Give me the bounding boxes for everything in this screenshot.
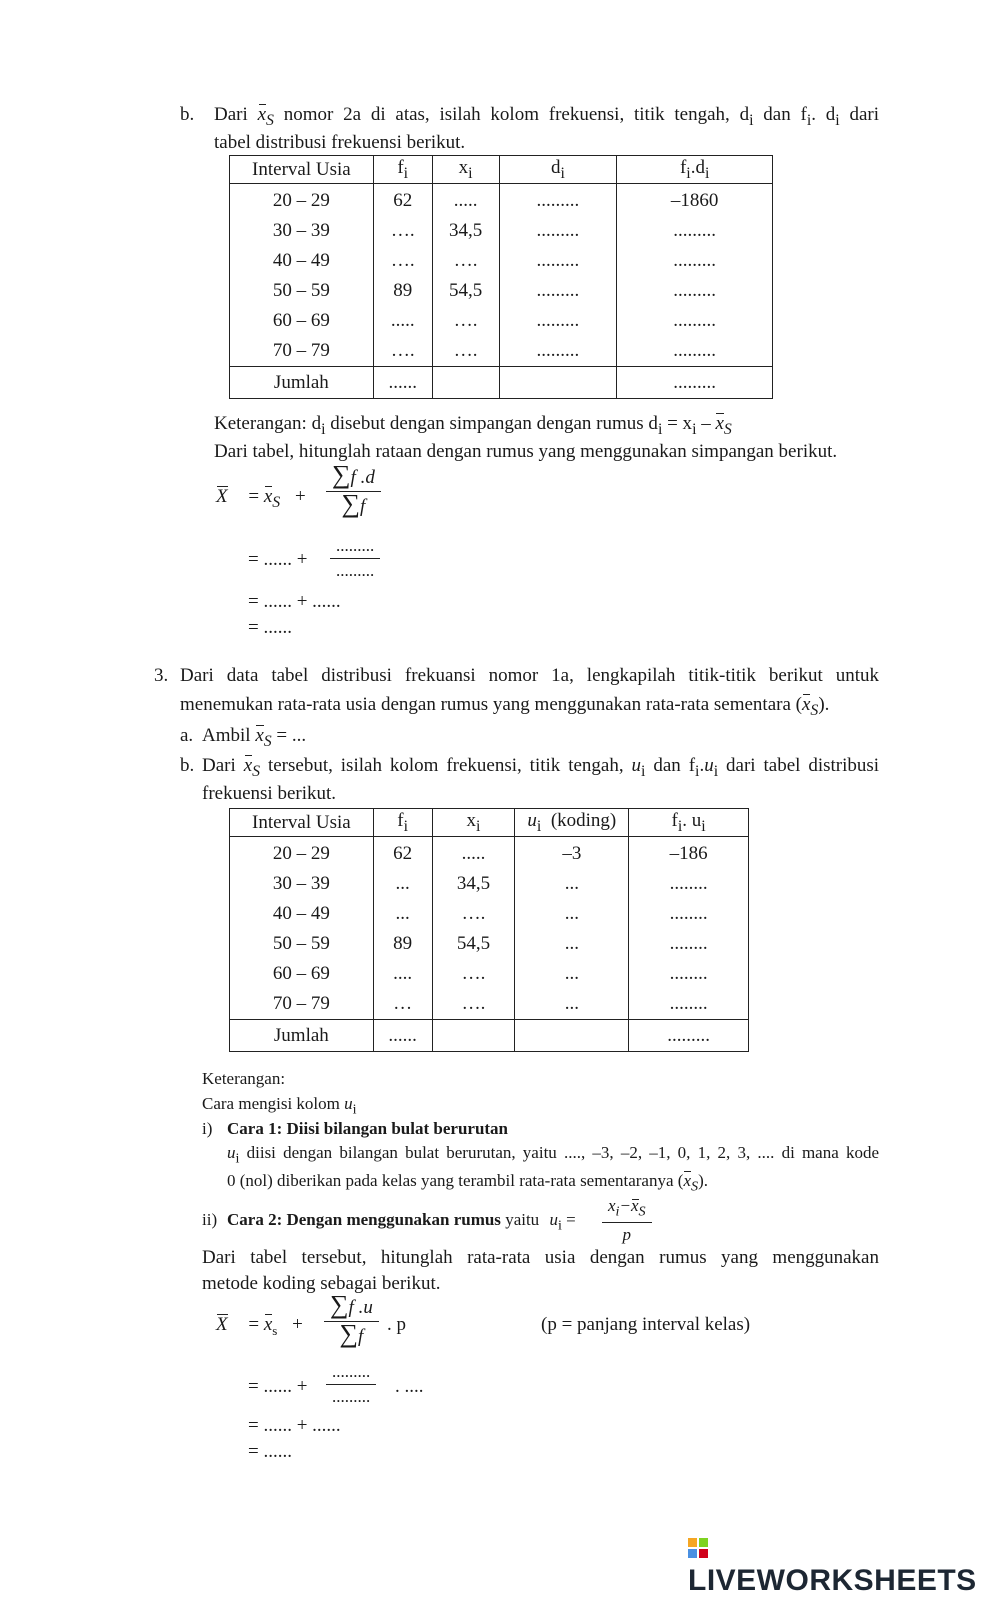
- cell: [499, 367, 617, 399]
- cara2-number: ii): [202, 1210, 218, 1229]
- cell: ........: [629, 989, 749, 1020]
- frequency-table-coding: [229, 808, 749, 1052]
- cell: 34,5: [432, 216, 499, 246]
- note2-cara-kolom: Cara mengisi kolom $u_i$: [202, 1094, 357, 1118]
- cell: .........: [617, 216, 773, 246]
- cell: [432, 367, 499, 399]
- cell: ...: [515, 959, 629, 989]
- cell: –1860: [617, 184, 773, 217]
- table-row: [230, 899, 749, 929]
- part-b-line2: tabel distribusi frekuensi berikut.: [214, 132, 466, 153]
- cell: .........: [499, 184, 617, 217]
- part-b-line1: Dari $x_S$ nomor 2a di atas, isilah kolom frekuensi, titik tengah, $d_i$ dan $f_i$. $d_i$ dari: [214, 101, 879, 135]
- cell: ...: [515, 899, 629, 929]
- part-b-letter: b.: [180, 104, 195, 125]
- cell: 30 – 39: [230, 869, 374, 899]
- cell: 20 – 29: [230, 837, 374, 870]
- logo-grid-icon: [688, 1538, 708, 1558]
- cell: 50 – 59: [230, 929, 374, 959]
- formula2-step2: = ...... +: [248, 1376, 308, 1397]
- table-sum-row: [230, 1020, 749, 1052]
- fraction-fu-over-f: $\frac{\sum f .u}{\sum f}$: [324, 1295, 379, 1348]
- fraction-fd-over-f: $\frac{\sum f .d}{\sum f}$: [326, 465, 381, 518]
- note2-keterangan: Keterangan:: [202, 1069, 286, 1088]
- cell: ....: [373, 959, 432, 989]
- cell: ...: [515, 869, 629, 899]
- table-row: [230, 869, 749, 899]
- table-row: [230, 837, 749, 870]
- header-ui: $u_i$ (koding): [515, 809, 629, 837]
- cell: 89: [373, 276, 432, 306]
- cara1-text-line2: 0 (nol) diberikan pada kelas yang terambil rata-rata sementaranya $(x_S)$.: [227, 1168, 708, 1199]
- cell: 20 – 29: [230, 184, 374, 217]
- table-row: [230, 246, 773, 276]
- cell: Jumlah: [230, 1020, 374, 1052]
- cell: Jumlah: [230, 367, 374, 399]
- cell: [432, 1020, 515, 1052]
- cell: ….: [432, 336, 499, 367]
- cell: 70 – 79: [230, 989, 374, 1020]
- formula2-step2-times: . ....: [395, 1376, 424, 1397]
- cell: ….: [432, 246, 499, 276]
- table-row: [230, 989, 749, 1020]
- header-fi: $f_i$: [373, 809, 432, 837]
- cell: 62: [373, 837, 432, 870]
- table-row: [230, 276, 773, 306]
- instruction-coding-line2: metode koding sebagai berikut.: [202, 1273, 441, 1294]
- q3-number: 3.: [154, 665, 169, 686]
- cell: 54,5: [432, 929, 515, 959]
- formula1-step2: = ...... +: [248, 549, 308, 570]
- cell: 70 – 79: [230, 336, 374, 367]
- cell: ......: [373, 367, 432, 399]
- cara1-title: Cara 1: Diisi bilangan bulat berurutan: [227, 1119, 509, 1138]
- table-row: [230, 336, 773, 367]
- formula2-step2-fraction: $\frac{.........}{.........}$: [326, 1362, 376, 1407]
- cell: ...: [373, 899, 432, 929]
- cell: 34,5: [432, 869, 515, 899]
- q3-a-letter: a.: [180, 725, 194, 746]
- cell: ......: [373, 1020, 432, 1052]
- header-fiui: $f_i$. $u_i$: [629, 809, 749, 837]
- header-interval: Interval Usia: [230, 156, 374, 184]
- table-row: [230, 929, 749, 959]
- cell: ….: [373, 246, 432, 276]
- cell: 62: [373, 184, 432, 217]
- cell: .........: [499, 336, 617, 367]
- header-fi: $f_i$: [373, 156, 432, 184]
- formula1-step4: = ......: [248, 617, 292, 638]
- cell: [515, 1020, 629, 1052]
- frequency-table-deviation: [229, 155, 773, 399]
- cell: –186: [629, 837, 749, 870]
- cell: .........: [617, 306, 773, 336]
- q3-a-text: Ambil $x_S$ = ...: [202, 722, 306, 756]
- q3-line2: menemukan rata-rata usia dengan rumus yang menggunakan rata-rata sementara $(x_S)$.: [180, 691, 829, 725]
- cell: ….: [373, 336, 432, 367]
- cell: 60 – 69: [230, 959, 374, 989]
- instruction-deviation: Dari tabel, hitunglah rataan dengan rumus yang menggunakan simpangan berikut.: [214, 441, 838, 462]
- cell: .........: [629, 1020, 749, 1052]
- cell: ….: [432, 989, 515, 1020]
- cell: .........: [499, 246, 617, 276]
- cell: .........: [617, 367, 773, 399]
- formula2-times-p: . p: [387, 1314, 406, 1335]
- cell: ...: [515, 989, 629, 1020]
- cell: .........: [499, 306, 617, 336]
- formula1-step3: = ...... + ......: [248, 591, 341, 612]
- cell: .........: [617, 246, 773, 276]
- table-row: [230, 306, 773, 336]
- cell: .....: [432, 837, 515, 870]
- cell: 30 – 39: [230, 216, 374, 246]
- logo-text: LIVEWORKSHEETS: [688, 1564, 977, 1597]
- formula-mean-coding: $X = x_s$ +: [216, 1311, 303, 1345]
- q3-line1: Dari data tabel distribusi frekuansi nomor 1a, lengkapilah titik-titik berikut untuk: [180, 665, 879, 686]
- header-xi: $x_i$: [432, 809, 515, 837]
- cell: .....: [373, 306, 432, 336]
- note-deviation: Keterangan: $d_i$ disebut dengan simpangan dengan rumus $d_i = x_i - x_S$: [214, 410, 732, 444]
- cell: –3: [515, 837, 629, 870]
- q3-b-line1: Dari $x_S$ tersebut, isilah kolom frekuensi, titik tengah, $u_i$ dan $f_i.u_i$ dari tabel distribusi: [202, 752, 879, 786]
- q3-b-line2: frekuensi berikut.: [202, 783, 337, 804]
- cell: .........: [617, 336, 773, 367]
- cell: 50 – 59: [230, 276, 374, 306]
- cell: ...: [373, 869, 432, 899]
- table-row: [230, 184, 773, 217]
- cell: ….: [432, 959, 515, 989]
- cell: ........: [629, 899, 749, 929]
- cara2-line: Cara 2: Dengan menggunakan rumus yaitu $u_i$ =: [227, 1210, 576, 1234]
- header-di: $d_i$: [499, 156, 617, 184]
- table-sum-row: [230, 367, 773, 399]
- formula2-step4: = ......: [248, 1441, 292, 1462]
- cell: ........: [629, 869, 749, 899]
- cell: ….: [432, 306, 499, 336]
- cell: 40 – 49: [230, 899, 374, 929]
- formula-mean-deviation: $X = x_S$ +: [216, 483, 306, 517]
- formula2-step3: = ...... + ......: [248, 1415, 341, 1436]
- q3-b-letter: b.: [180, 755, 195, 776]
- cell: .........: [499, 216, 617, 246]
- cell: ...: [515, 929, 629, 959]
- cell: ….: [373, 216, 432, 246]
- cara2-fraction: $\frac{x_i-x_S}{p}$: [602, 1196, 652, 1245]
- p-note: (p = panjang interval kelas): [541, 1314, 751, 1335]
- table-row: [230, 959, 749, 989]
- cell: ........: [629, 929, 749, 959]
- cell: …: [373, 989, 432, 1020]
- cara1-text-line1: $u_i$ diisi dengan bilangan bulat berurutan, yaitu ...., –3, –2, –1, 0, 1, 2, 3, .... di mana kode: [227, 1143, 880, 1167]
- header-interval: Interval Usia: [230, 809, 374, 837]
- cell: .....: [432, 184, 499, 217]
- cell: 54,5: [432, 276, 499, 306]
- header-fidi: $f_i.d_i$: [617, 156, 773, 184]
- cell: .........: [617, 276, 773, 306]
- liveworksheets-logo[interactable]: [688, 1530, 1000, 1598]
- header-xi: $x_i$: [432, 156, 499, 184]
- cell: 40 – 49: [230, 246, 374, 276]
- cell: ........: [629, 959, 749, 989]
- table-row: [230, 216, 773, 246]
- formula1-step2-fraction: $\frac{.........}{.........}$: [330, 536, 380, 581]
- cara1-number: i): [202, 1119, 213, 1138]
- cell: ….: [432, 899, 515, 929]
- cell: 89: [373, 929, 432, 959]
- cell: .........: [499, 276, 617, 306]
- instruction-coding-line1: Dari tabel tersebut, hitunglah rata-rata usia dengan rumus yang menggunakan: [202, 1247, 879, 1268]
- cell: 60 – 69: [230, 306, 374, 336]
